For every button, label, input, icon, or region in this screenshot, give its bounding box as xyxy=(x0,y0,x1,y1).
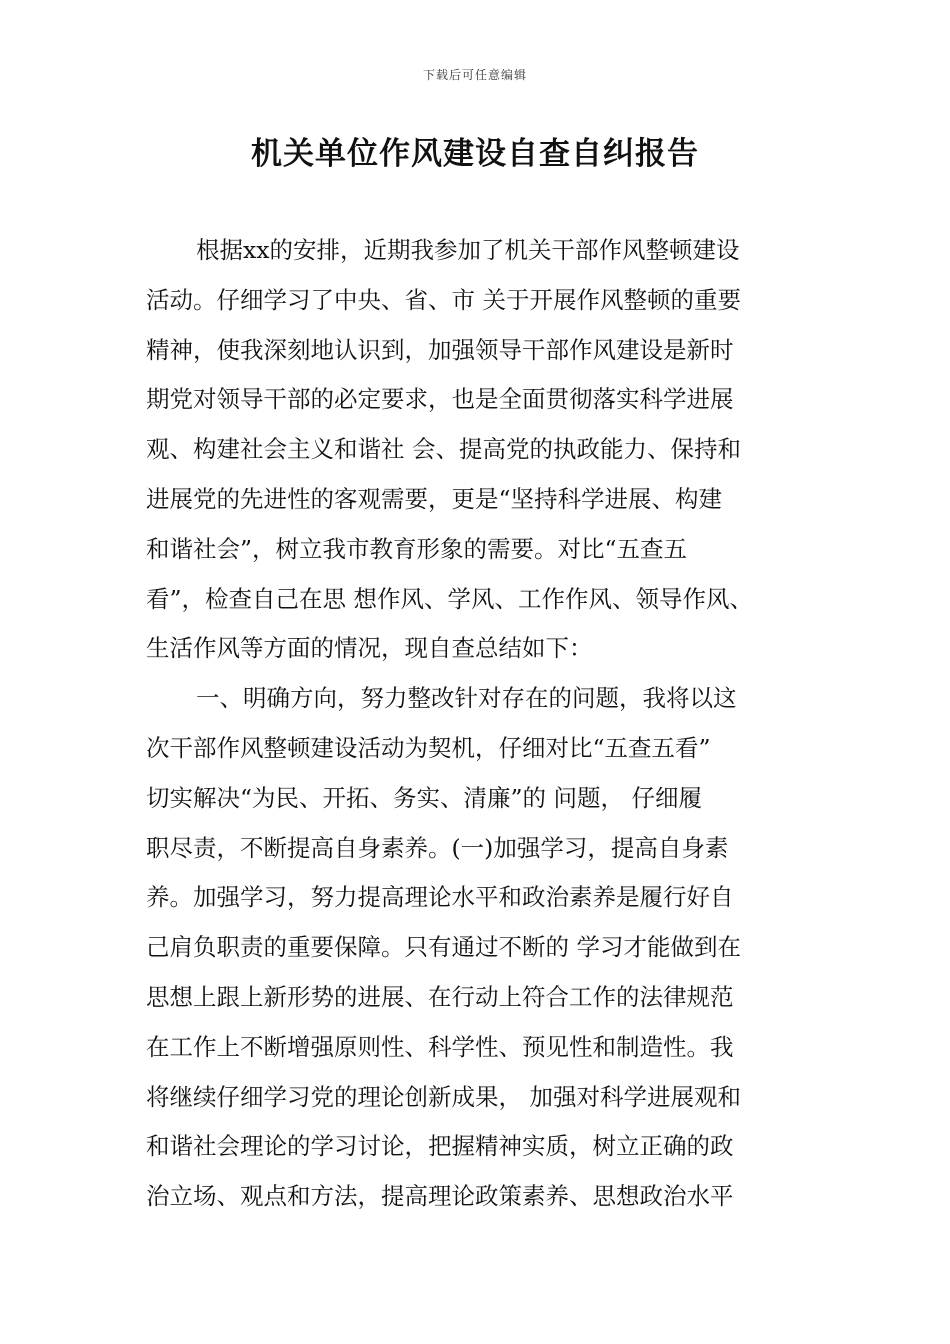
body-line: 和谐社会理论的学习讨论，把握精神实质，树立正确的政 xyxy=(146,1132,734,1161)
body-line: 看”，检查自己在思 想作风、学风、工作作风、领导作风、 xyxy=(146,584,753,613)
body-line: 根据xx的安排，近期我参加了机关干部作风整顿建设 xyxy=(196,236,740,264)
body-line: 观、构建社会主义和谐社 会、提高党的执政能力、保持和 xyxy=(146,435,741,464)
body-line: 生活作风等方面的情况，现自查总结如下： xyxy=(146,634,593,663)
body-line: 和谐社会”，树立我市教育形象的需要。对比“五查五 xyxy=(146,534,688,563)
body-line: 期党对领导干部的必定要求，也是全面贯彻落实科学进展 xyxy=(146,385,734,414)
body-line: 治立场、观点和方法，提高理论政策素养、思想政治水平 xyxy=(146,1182,734,1211)
body-line: 将继续仔细学习党的理论创新成果， 加强对科学进展观和 xyxy=(146,1082,741,1111)
body-line: 活动。仔细学习了中央、省、市 关于开展作风整顿的重要 xyxy=(146,285,741,314)
body-line: 思想上跟上新形势的进展、在行动上符合工作的法律规范 xyxy=(146,982,734,1011)
body-line: 职尽责，不断提高自身素养。(一)加强学习，提高自身素 xyxy=(146,833,729,862)
body-line: 养。加强学习，努力提高理论水平和政治素养是履行好自 xyxy=(146,883,734,912)
body-line: 在工作上不断增强原则性、科学性、预见性和制造性。我 xyxy=(146,1032,734,1061)
body-line: 次干部作风整顿建设活动为契机，仔细对比“五查五看” xyxy=(146,733,711,762)
header-note: 下载后可任意编辑 xyxy=(422,68,527,82)
document-body xyxy=(146,226,846,1222)
body-line: 己肩负职责的重要保障。只有通过不断的 学习才能做到在 xyxy=(146,933,741,962)
body-line: 进展党的先进性的客观需要，更是“坚持科学进展、构建 xyxy=(146,484,723,513)
document-title: 机关单位作风建设自查自纠报告 xyxy=(251,136,699,172)
body-line: 一、明确方向，努力整改针对存在的问题，我将以这 xyxy=(196,684,737,713)
body-line: 切实解决“为民、开拓、务实、清廉”的 问题， 仔细履 xyxy=(146,783,702,812)
body-line: 精神，使我深刻地认识到，加强领导干部作风建设是新时 xyxy=(146,335,734,364)
